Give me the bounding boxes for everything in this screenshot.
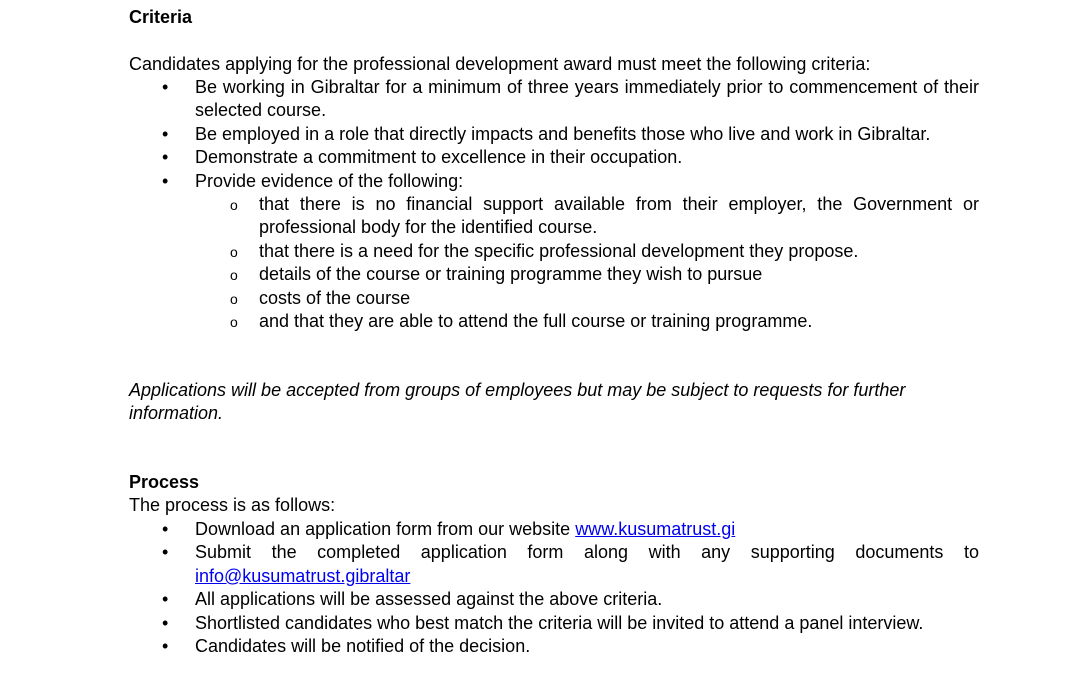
evidence-item-text: that there is a need for the specific professional development they propose. xyxy=(259,240,859,261)
bullet-icon: • xyxy=(162,147,169,168)
list-item xyxy=(129,76,979,123)
evidence-item-text: that there is no financial support available from their employer, the Government or professional body for the identified course. xyxy=(259,194,979,238)
process-list xyxy=(129,518,979,658)
list-item xyxy=(195,240,979,263)
bullet-icon: • xyxy=(162,612,169,633)
list-item xyxy=(129,518,979,541)
process-intro: The process is as follows: xyxy=(129,495,336,515)
bullet-icon: • xyxy=(162,542,169,563)
list-item xyxy=(129,541,979,588)
bullet-icon: • xyxy=(162,636,169,657)
criteria-item-text: Provide evidence of the following: xyxy=(195,170,464,191)
list-item xyxy=(195,310,979,333)
evidence-list xyxy=(195,193,979,333)
criteria-item-text: Be working in Gibraltar for a minimum of three years immediately prior to commencement of their selected course. xyxy=(195,77,979,121)
criteria-list xyxy=(129,76,979,333)
bullet-icon: • xyxy=(162,589,169,610)
circle-bullet-icon: o xyxy=(230,197,238,214)
evidence-item-text: details of the course or training programme they wish to pursue xyxy=(259,264,763,285)
circle-bullet-icon: o xyxy=(230,243,238,260)
bullet-icon: • xyxy=(162,77,169,97)
list-item xyxy=(129,635,979,658)
email-link[interactable]: info@kusumatrust.gibraltar xyxy=(195,565,411,586)
bullet-icon: • xyxy=(162,170,169,191)
list-item xyxy=(129,146,979,169)
process-step-text: Download an application form from our website xyxy=(195,519,576,539)
list-item xyxy=(129,123,979,146)
bullet-icon: • xyxy=(162,123,169,144)
evidence-item-text: costs of the course xyxy=(259,287,411,308)
list-item xyxy=(195,263,979,286)
criteria-note: Applications will be accepted from groups of employees but may be subject to requests for further information. xyxy=(129,380,906,423)
criteria-item-text: Be employed in a role that directly impacts and benefits those who live and work in Gibraltar. xyxy=(195,123,931,144)
list-item xyxy=(129,612,979,635)
bullet-icon: • xyxy=(162,519,169,539)
list-item xyxy=(195,193,979,240)
list-item xyxy=(129,170,979,334)
list-item xyxy=(195,287,979,310)
process-step-text: Submit the completed application form along with any supporting documents to xyxy=(195,542,979,563)
criteria-heading: Criteria xyxy=(129,7,193,27)
evidence-item-text: and that they are able to attend the full course or training programme. xyxy=(259,311,813,332)
criteria-intro: Candidates applying for the professional development award must meet the following criteria: xyxy=(129,54,871,74)
process-step-text: Candidates will be notified of the decision. xyxy=(195,636,531,657)
process-step-text: All applications will be assessed against the above criteria. xyxy=(195,589,663,610)
criteria-item-text: Demonstrate a commitment to excellence in their occupation. xyxy=(195,147,683,168)
circle-bullet-icon: o xyxy=(230,267,238,284)
website-link[interactable]: www.kusumatrust.gi xyxy=(575,519,736,539)
process-step-text: Shortlisted candidates who best match the criteria will be invited to attend a panel interview. xyxy=(195,612,924,633)
circle-bullet-icon: o xyxy=(230,290,238,307)
list-item xyxy=(129,588,979,611)
process-heading: Process xyxy=(129,472,200,492)
circle-bullet-icon: o xyxy=(230,314,238,331)
